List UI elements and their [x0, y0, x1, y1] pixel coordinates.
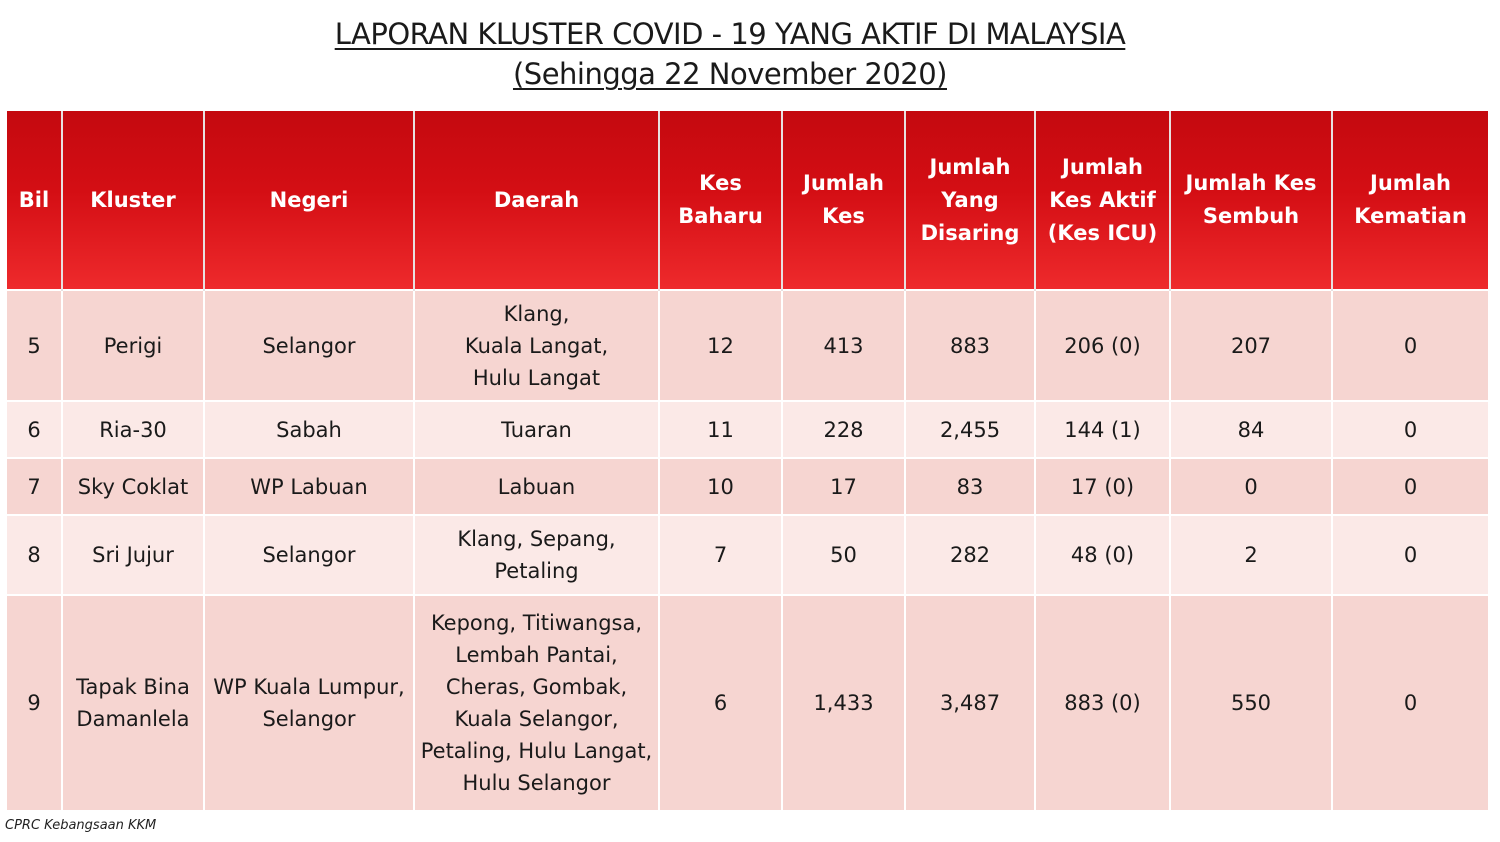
cell-kes-aktif: 17 (0): [1035, 458, 1170, 515]
cell-jumlah-disaring: 83: [905, 458, 1035, 515]
cell-kluster: Perigi: [62, 290, 204, 401]
cell-kes-sembuh: 2: [1170, 515, 1332, 595]
cell-kes-aktif: 206 (0): [1035, 290, 1170, 401]
column-header-jumlah-kes: Jumlah Kes: [782, 111, 905, 290]
cell-daerah: Tuaran: [414, 401, 659, 458]
cell-kematian: 0: [1332, 290, 1488, 401]
cell-negeri: WP Kuala Lumpur, Selangor: [204, 595, 414, 810]
cell-kes-aktif: 48 (0): [1035, 515, 1170, 595]
cell-kluster: Tapak Bina Damanlela: [62, 595, 204, 810]
cell-kes-sembuh: 84: [1170, 401, 1332, 458]
cell-bil: 6: [7, 401, 62, 458]
cell-kes-aktif: 144 (1): [1035, 401, 1170, 458]
cell-kes-baharu: 11: [659, 401, 782, 458]
cell-bil: 8: [7, 515, 62, 595]
cell-negeri: Sabah: [204, 401, 414, 458]
cell-daerah: Labuan: [414, 458, 659, 515]
cell-jumlah-kes: 228: [782, 401, 905, 458]
source-footer: CPRC Kebangsaan KKM: [5, 818, 157, 833]
cell-bil: 9: [7, 595, 62, 810]
table-header-row: [7, 111, 1488, 290]
column-header-negeri: Negeri: [204, 111, 414, 290]
cell-kluster: Sri Jujur: [62, 515, 204, 595]
cell-daerah: Klang, Kuala Langat, Hulu Langat: [414, 290, 659, 401]
cell-kes-aktif: 883 (0): [1035, 595, 1170, 810]
column-header-kes-sembuh: Jumlah Kes Sembuh: [1170, 111, 1332, 290]
cell-bil: 5: [7, 290, 62, 401]
cell-kematian: 0: [1332, 515, 1488, 595]
table-row: [7, 458, 1488, 515]
column-header-kes-baharu: Kes Baharu: [659, 111, 782, 290]
table-row: [7, 595, 1488, 810]
cell-daerah: Kepong, Titiwangsa, Lembah Pantai, Cheras, Gombak, Kuala Selangor, Petaling, Hulu Langat, Hulu Selangor: [414, 595, 659, 810]
cell-kes-baharu: 12: [659, 290, 782, 401]
table-row: [7, 290, 1488, 401]
cell-jumlah-disaring: 282: [905, 515, 1035, 595]
cell-kes-baharu: 6: [659, 595, 782, 810]
cell-jumlah-kes: 413: [782, 290, 905, 401]
column-header-kluster: Kluster: [62, 111, 204, 290]
column-header-kes-aktif: Jumlah Kes Aktif (Kes ICU): [1035, 111, 1170, 290]
cell-negeri: WP Labuan: [204, 458, 414, 515]
cell-kes-sembuh: 550: [1170, 595, 1332, 810]
cell-jumlah-disaring: 2,455: [905, 401, 1035, 458]
table-row: [7, 401, 1488, 458]
cell-kes-sembuh: 0: [1170, 458, 1332, 515]
cell-jumlah-disaring: 883: [905, 290, 1035, 401]
cell-jumlah-kes: 17: [782, 458, 905, 515]
report-date: (Sehingga 22 November 2020): [512, 57, 947, 91]
cluster-table: [7, 111, 1488, 810]
cell-kematian: 0: [1332, 401, 1488, 458]
cell-jumlah-kes: 1,433: [782, 595, 905, 810]
cell-daerah: Klang, Sepang, Petaling: [414, 515, 659, 595]
cell-kes-baharu: 7: [659, 515, 782, 595]
column-header-bil: Bil: [7, 111, 62, 290]
column-header-jumlah-disaring: Jumlah Yang Disaring: [905, 111, 1035, 290]
cell-kluster: Ria-30: [62, 401, 204, 458]
cell-kluster: Sky Coklat: [62, 458, 204, 515]
report-title-block: [0, 14, 1460, 94]
cell-jumlah-disaring: 3,487: [905, 595, 1035, 810]
column-header-daerah: Daerah: [414, 111, 659, 290]
cell-kematian: 0: [1332, 595, 1488, 810]
report-title: LAPORAN KLUSTER COVID - 19 YANG AKTIF DI MALAYSIA: [334, 17, 1126, 51]
cell-jumlah-kes: 50: [782, 515, 905, 595]
cell-kematian: 0: [1332, 458, 1488, 515]
cell-bil: 7: [7, 458, 62, 515]
column-header-kematian: Jumlah Kematian: [1332, 111, 1488, 290]
cell-negeri: Selangor: [204, 290, 414, 401]
cell-kes-baharu: 10: [659, 458, 782, 515]
cell-kes-sembuh: 207: [1170, 290, 1332, 401]
cell-negeri: Selangor: [204, 515, 414, 595]
table-row: [7, 515, 1488, 595]
